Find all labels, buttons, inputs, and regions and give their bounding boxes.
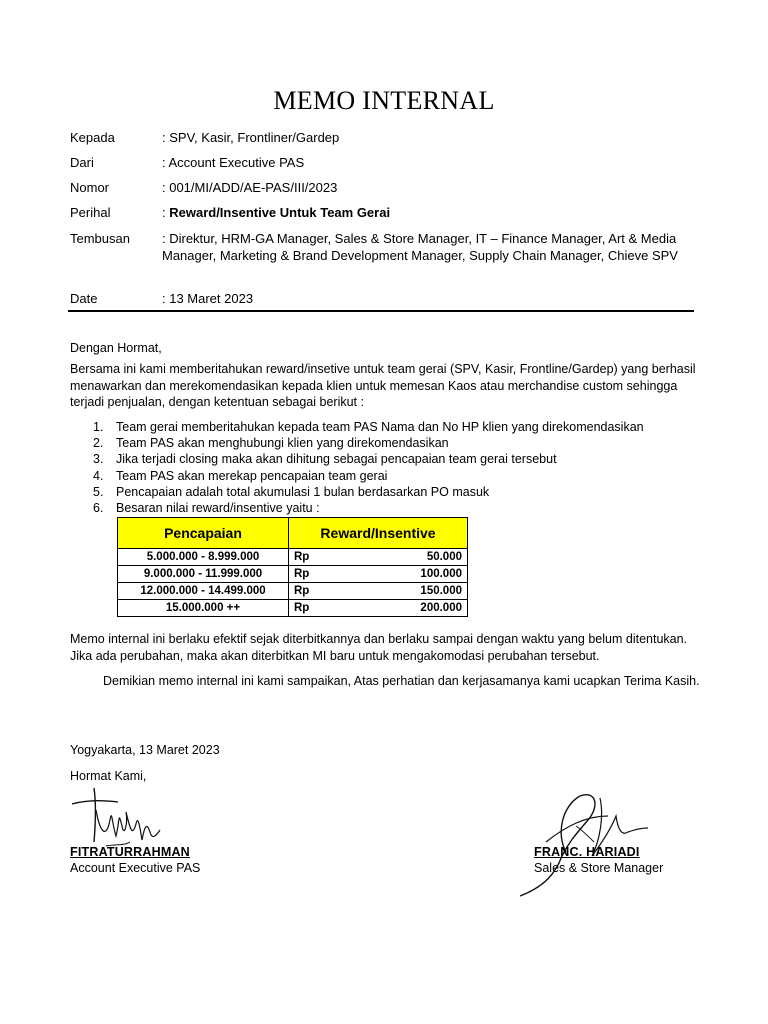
closing-paragraph: Demikian memo internal ini kami sampaikan, Atas perhatian dan kerjasamanya kami ucapkan Terima Kasih. <box>103 674 700 688</box>
list-item: 6. Besaran nilai reward/insentive yaitu : <box>93 501 320 516</box>
reward-cell: Rp 100.000 <box>289 566 468 583</box>
range-cell: 9.000.000 - 11.999.000 <box>118 566 289 583</box>
reward-cell: Rp 150.000 <box>289 583 468 600</box>
list-item: 4. Team PAS akan merekap pencapaian team gerai <box>93 468 388 483</box>
table-row <box>118 566 468 583</box>
table-row <box>118 549 468 566</box>
validity-paragraph: Memo internal ini berlaku efektif sejak diterbitkannya dan berlaku sampai dengan waktu yang belum ditentukan. Jika ada perubahan, maka akan diterbitkan MI baru untuk mengakomodasi perubahan tersebut. <box>70 632 688 663</box>
signatory-name-left: FITRATURRAHMAN <box>70 845 190 859</box>
perihal-label: Perihal <box>70 205 111 220</box>
tembusan-value: : Direktur, HRM-GA Manager, Sales & Store Manager, IT – Finance Manager, Art & Media Manager, Marketing & Brand Development Manager, Supply Chain Manager, Chieve SPV <box>162 231 678 263</box>
intro-paragraph: Bersama ini kami memberitahukan reward/insetive untuk team gerai (SPV, Kasir, Frontline/Gardep) yang berhasil menawarkan dan merekomendasikan kepada klien untuk memesan Kaos atau merchandise custom sehingga terjadi penjualan, dengan ketentuan sebagai berikut : <box>70 362 696 409</box>
signature-fitraturrahman <box>66 780 166 852</box>
nomor-value: : 001/MI/ADD/AE-PAS/III/2023 <box>162 180 338 195</box>
table-row <box>118 600 468 617</box>
tembusan-label: Tembusan <box>70 231 130 246</box>
regards: Hormat Kami, <box>70 769 147 783</box>
table-row <box>118 583 468 600</box>
list-item: 3. Jika terjadi closing maka akan dihitung sebagai pencapaian team gerai tersebut <box>93 452 557 467</box>
perihal-colon: : <box>162 205 170 220</box>
date-value: : 13 Maret 2023 <box>162 291 254 306</box>
list-item: 2. Team PAS akan menghubungi klien yang direkomendasikan <box>93 436 449 451</box>
dari-label: Dari <box>70 155 94 170</box>
header-pencapaian: Pencapaian <box>118 518 289 549</box>
header-divider <box>68 310 694 312</box>
terms-list <box>93 419 644 516</box>
perihal-value-wrap <box>162 204 702 221</box>
list-item: 1. Team gerai memberitahukan kepada team PAS Nama dan No HP klien yang direkomendasikan <box>93 420 644 434</box>
greeting: Dengan Hormat, <box>70 341 162 355</box>
date-label: Date <box>70 291 98 306</box>
perihal-value: Reward/Insentive Untuk Team Gerai <box>169 205 391 220</box>
header-reward: Reward/Insentive <box>289 518 468 549</box>
memo-title: MEMO INTERNAL <box>273 86 495 115</box>
nomor-label: Nomor <box>70 180 110 195</box>
place-date: Yogyakarta, 13 Maret 2023 <box>70 743 220 757</box>
reward-cell: Rp 200.000 <box>289 600 468 617</box>
range-cell: 15.000.000 ++ <box>118 600 289 617</box>
signatory-name-right: FRANC. HARIADI <box>534 845 640 859</box>
signatory-role-left: Account Executive PAS <box>70 861 201 875</box>
range-cell: 5.000.000 - 8.999.000 <box>118 549 289 566</box>
range-cell: 12.000.000 - 14.499.000 <box>118 583 289 600</box>
dari-value: : Account Executive PAS <box>162 155 305 170</box>
signature-franc-hariadi <box>516 786 656 898</box>
reward-cell: Rp 50.000 <box>289 549 468 566</box>
signatory-role-right: Sales & Store Manager <box>534 861 664 875</box>
reward-table <box>117 517 468 617</box>
table-header-row <box>118 518 468 549</box>
list-item: 5. Pencapaian adalah total akumulasi 1 bulan berdasarkan PO masuk <box>93 484 490 499</box>
kepada-label: Kepada <box>70 130 115 145</box>
kepada-value: : SPV, Kasir, Frontliner/Gardep <box>162 130 340 145</box>
